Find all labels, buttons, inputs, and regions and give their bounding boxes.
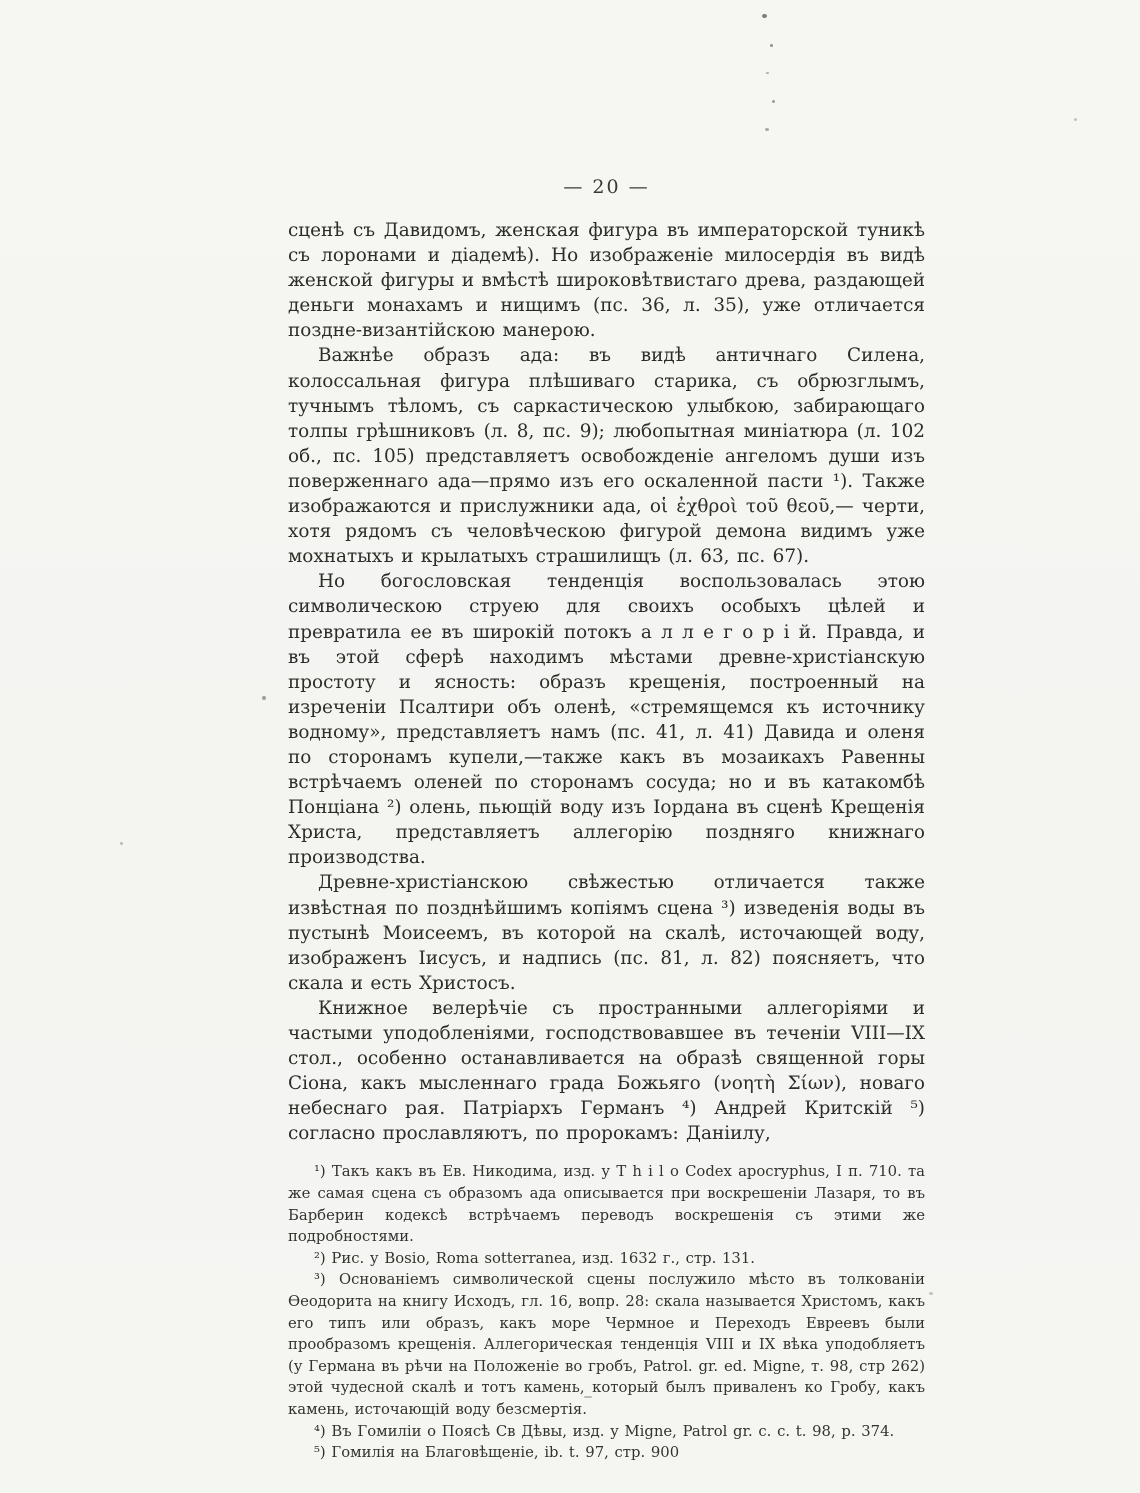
body-paragraph-1: сценѣ съ Давидомъ, женская фигура въ императорской туникѣ съ лоронами и діадемѣ). Но изображеніе милосердія въ видѣ женской фигуры и вмѣстѣ широковѣтвистаго древа, раздающей деньги монахамъ и нищимъ (пс. 36, л. 35), уже отличается поздне-византійскою манерою. bbox=[288, 220, 925, 342]
footnote-4: ⁴) Въ Гомиліи о Поясѣ Св Дѣвы, изд. у Migne, Patrol gr. c. c. t. 98, p. 374. bbox=[314, 1422, 895, 1440]
footnote-2: ²) Рис. у Bosio, Roma sotterranea, изд. 1632 г., стр. 131. bbox=[314, 1249, 755, 1267]
body-paragraph-4: Древне-христіанскою свѣжестью отличается также извѣстная по позднѣйшимъ копіямъ сцена ³) изведенія воды въ пустынѣ Моисеемъ, въ которой на скалѣ, источающей воду, изображенъ Іисусъ, и надпись (пс. 81, л. 82) поясняетъ, что скала и есть Христосъ. bbox=[288, 872, 925, 994]
footnote-3: ³) Основаніемъ символической сцены послужило мѣсто въ толкованіи Ѳеодорита на книгу Исходъ, гл. 16, вопр. 28: скала называется Христомъ, какъ его типъ или образъ, какъ море Чермное и Переходъ Евреевъ были прообразомъ крещенія. Аллегорическая тенденція VIII и IX вѣка уподобляетъ (у Германа въ рѣчи на Положеніе во гробъ, Patrol. gr. ed. Migne, т. 98, стр 262) этой чудесной скалѣ и тотъ камень, который былъ приваленъ ко Гробу, какъ камень, источающій воду безсмертія. bbox=[288, 1271, 925, 1418]
scan-speck bbox=[1074, 118, 1077, 121]
footnote-5: ⁵) Гомилія на Благовѣщеніе, ib. t. 97, стр. 900 bbox=[314, 1444, 680, 1462]
footnotes-section bbox=[288, 1161, 925, 1463]
scan-speck bbox=[929, 1292, 933, 1295]
scan-speck bbox=[772, 100, 775, 103]
body-paragraph-5: Книжное велерѣчіе съ пространными аллегоріями и частыми уподобленіями, господствовавшее въ теченіи VIII—IX стол., особенно останавливается на образѣ священной горы Сіона, какъ мысленнаго града Божьяго (νοητὴ Σίων), новаго небеснаго рая. Патріархъ Германъ ⁴) Андрей Критскій ⁵) согласно прославляютъ, по пророкамъ: Даніилу, bbox=[288, 997, 925, 1145]
text-block bbox=[288, 176, 925, 1464]
body-paragraph-3: Но богословская тенденція воспользовалась этою символическою струею для своихъ особыхъ цѣлей и превратила ее въ широкій потокъ а л л е г о р і й. Правда, и въ этой сферѣ находимъ мѣстами древне-христіанскую простоту и ясность: образъ крещенія, построенный на изреченіи Псалтири объ оленѣ, «стремящемся къ источнику водному», представляетъ намъ (пс. 41, л. 41) Давида и оленя по сторонамъ купели,—также какъ въ мозаикахъ Равенны встрѣчаемъ оленей по сторонамъ сосуда; но и въ катакомбѣ Понціана ²) олень, пьющій воду изъ Іордана въ сценѣ Крещенія Христа, представляетъ аллегорію поздняго книжнаго производства. bbox=[288, 571, 925, 869]
scan-speck bbox=[766, 72, 769, 74]
scan-speck bbox=[262, 696, 266, 700]
scan-speck bbox=[120, 842, 123, 845]
scan-speck bbox=[762, 14, 767, 18]
page-number: — 20 — bbox=[563, 176, 650, 198]
body-paragraph-2: Важнѣе образъ ада: въ видѣ античнаго Силена, колоссальная фигура плѣшиваго старика, съ обрюзглымъ, тучнымъ тѣломъ, съ саркастическою улыбкою, забирающаго толпы грѣшниковъ (л. 8, пс. 9); любопытная миніатюра (л. 102 об., пс. 105) представляетъ освобожденіе ангеломъ души изъ поверженнаго ада—прямо изъ его оскаленной пасти ¹). Также изображаются и прислужники ада, οἱ ἐχθροὶ τοῦ θεοῦ,— черти, хотя рядомъ съ человѣческою фигурой демона видимъ уже мохнатыхъ и крылатыхъ страшилищъ (л. 63, пс. 67). bbox=[288, 345, 925, 568]
footnote-1: ¹) Такъ какъ въ Ев. Никодима, изд. у T h i l o Codex apocryphus, I п. 710. та же самая сцена съ образомъ ада описывается при воскрешеніи Лазаря, то въ Барберин кодексѣ встрѣчаемъ переводъ воскрешенія съ этими же подробностями. bbox=[288, 1163, 925, 1246]
scan-speck bbox=[765, 128, 769, 131]
scan-speck bbox=[770, 44, 773, 47]
